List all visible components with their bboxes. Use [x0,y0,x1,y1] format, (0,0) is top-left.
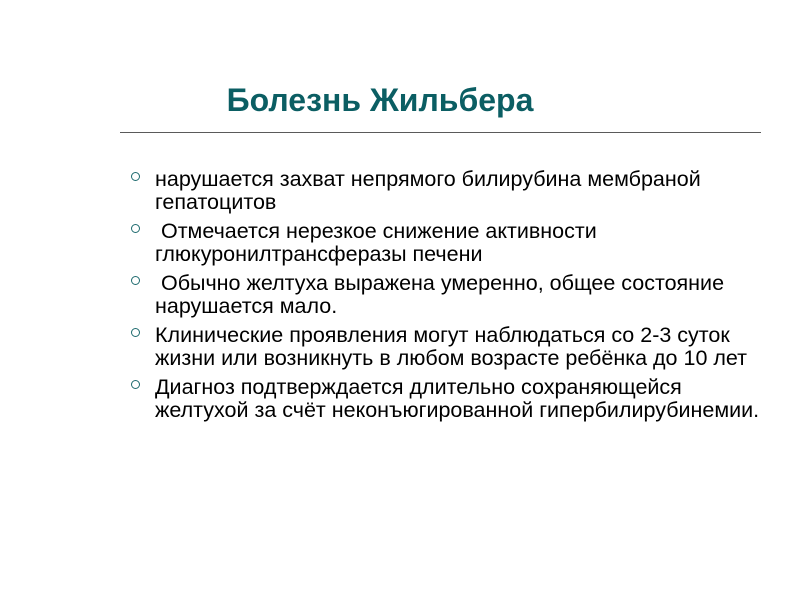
bullet-text: Клинические проявления могут наблюдаться со 2-3 суток жизни или возникнуть в любом возрасте ребёнка до 10 лет [155,323,748,370]
hollow-circle-bullet-icon [131,380,140,389]
bullet-text: нарушается захват непрямого билирубина мембраной гепатоцитов [155,167,707,214]
hollow-circle-bullet-icon [131,328,140,337]
hollow-circle-bullet-icon [131,276,140,285]
list-item [128,168,768,214]
title-divider [120,132,761,133]
list-item [128,324,768,370]
bullet-text: Обычно желтуха выражена умеренно, общее состояние нарушается мало. [155,271,731,318]
slide-title: Болезнь Жильбера [226,82,534,118]
bullet-text: Отмечается нерезкое снижение активности глюкуронилтрансферазы печени [155,219,603,266]
bullet-text: Диагноз подтверждается длительно сохраняющейся желтухой за счёт неконъюгированной гипербилирубинемии. [155,375,760,422]
bullet-list [128,168,768,428]
list-item [128,376,768,422]
list-item [128,220,768,266]
hollow-circle-bullet-icon [131,172,140,181]
list-item [128,272,768,318]
hollow-circle-bullet-icon [131,224,140,233]
